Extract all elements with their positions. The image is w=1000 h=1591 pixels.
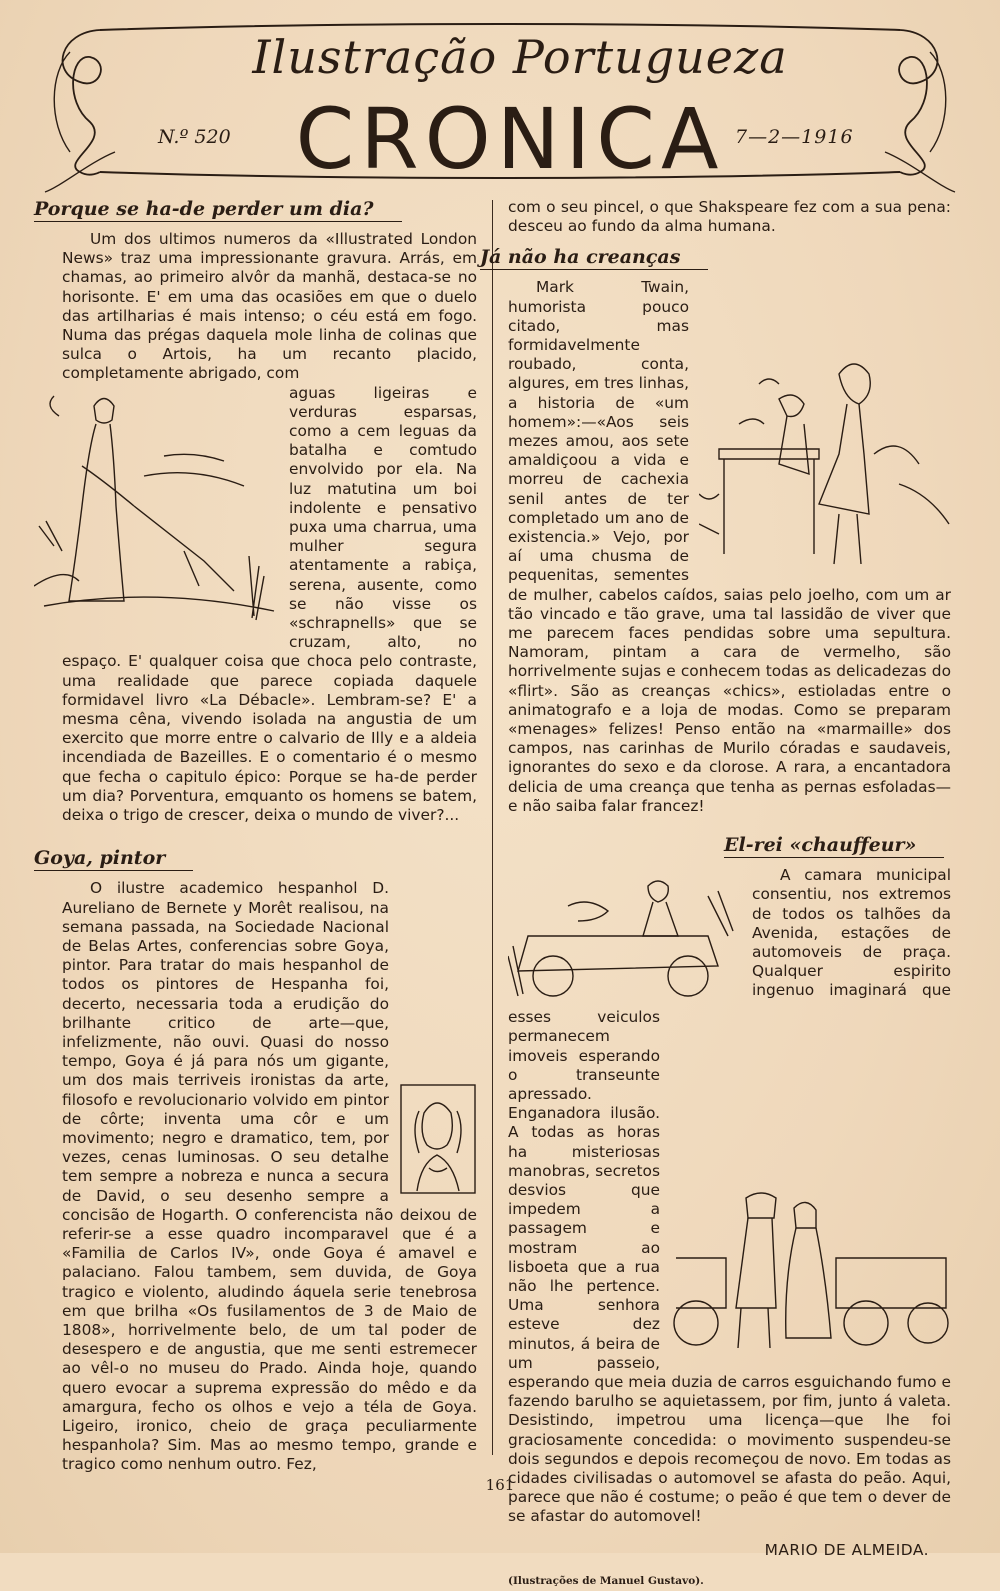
publication-title: Ilustração Portugueza	[252, 30, 788, 84]
masthead	[40, 12, 960, 202]
article-heading-criancas: Já não ha creanças	[480, 246, 708, 270]
article-heading-chauffeur: El-rei «chauffeur»	[724, 834, 944, 858]
goya-portrait-illustration-icon	[399, 1083, 477, 1195]
left-column	[34, 198, 477, 1475]
section-title: CRONICA	[295, 90, 725, 188]
lady-car-illustration-icon	[666, 1188, 951, 1358]
article-heading-goya: Goya, pintor	[34, 847, 193, 871]
chauffeur-car-illustration-icon	[508, 876, 738, 1006]
article-paragraph: Um dos ultimos numeros da «Illustrated London News» traz uma impressionante gravura. Arrás, em chamas, ao primeiro alvôr da manhã, destaca-se no horisonte. E' em uma das ocasiões em que o duelo das artilharias é mais intenso; o céu está em fogo. Numa das prégas daquela mole linha de colinas que sulca o Artois, ha um recanto placido, completamente abrigado, com	[62, 230, 477, 383]
page-number: 161	[485, 1476, 515, 1494]
illustration-credits: (Ilustrações de Manuel Gustavo).	[508, 1574, 704, 1587]
article-paragraph: com o seu pincel, o que Shakspeare fez com a sua pena: desceu ao fundo da alma humana.	[508, 198, 951, 236]
issue-date: 7—2—1916	[735, 126, 854, 148]
article-heading-porque: Porque se ha-de perder um dia?	[34, 198, 402, 222]
children-desk-illustration-icon	[699, 354, 959, 576]
article-paragraph: Mark Twain, humorista pouco citado, mas formidavelmente roubado, conta, algures, em tres linhas, a historia de «um homem»:—«Aos seis mezes amou, aos sete amaldiçoou a vida e morreu de cachexia senil antes de ter completado um ano de existencia.» Vejo, por aí uma chusma de pequenitas, sementes de mulher, cabelos caídos, saias pelo joelho, com um ar tão vincado e tão grave, uma tal lassidão de viver que me parecem faces pendidas sobre uma sepultura. Namoram, pintam a cara de vermelho, são horrivelmente sujas e conhecem todas as delicadezas do «flirt». São as creanças «chics», estioladas entre o animatografo e a loja de modas. Como se preparam «menages» felizes! Penso então na «marmaille» dos campos, nas carinhas de Murilo córadas e saudaveis, ignorantes do sexo e da clorose. A rara, a encantadora delicia de uma creança que tenha as pernas esfoladas—e não saiba falar francez!	[508, 278, 951, 815]
author-signature: MARIO DE ALMEIDA.	[764, 1540, 929, 1559]
article-paragraph: O ilustre academico hespanhol D. Aureliano de Bernete y Morêt realisou, na semana passada, na Sociedade Nacional de Belas Artes, conferencias sobre Goya, pintor. Para tratar do mais hespanhol de todos os pintores de Hespanha foi, decerto, necessaria toda a erudição do brilhante critico de arte—que, infelizmente, não ouvi. Quasi do nosso tempo, Goya é já para nós um gigante, um dos mais terriveis ironistas da arte, filosofo e revolucionario volvido em pintor de côrte; inventa uma côr e um movimento; negro e dramatico, tem, por vezes, cenas luminosas. O seu detalhe tem sempre a nobreza e nunca a secura de David, o seu desenho sempre a concisão de Hogarth. O conferencista não deixou de referir-se a esse quadro incomparavel que é a «Familia de Carlos IV», onde Goya é amavel e palaciano. Falou tambem, sem duvida, de Goya tragico e violento, aludindo áquela serie tenebrosa em que brilha «Os fusilamentos de 3 de Maio de 1808», horrivelmente belo, de um tal poder de desespero e de angustia, que me senti estremecer ao vêl-o no museu do Prado. Ainda hoje, quando quero evocar a suprema expressão do mêdo e da amargura, fecho os olhos e vejo a téla de Goya. Ligeiro, ironico, cheio de graça peculiarmente hespanhola? Sim. Mas ao mesmo tempo, grande e tragico como nenhum outro. Fez,	[62, 879, 477, 1474]
article-paragraph: aguas ligeiras e verduras esparsas, como a cem leguas da batalha e comtudo envolvido por ela. Na luz matutina um boi indolente e pensativo puxa uma charrua, uma mulher segura atentamente a rabiça, serena, ausente, como se não visse os «schrapnells» que se cruzam, alto, no espaço. E' qualquer coisa que choca pelo contraste, uma realidade que parece copiada daquele formidavel livro «La Débacle». Lembram-se? E' a mesma cêna, vivendo isolada na angustia de um exercito que morre entre o calvario de Illy e a aldeia incendiada de Bazeilles. E o comentario é o mesmo que fecha o capitulo épico: Porque se ha-de perder um dia? Porventura, emquanto os homens se batem, deixa o trigo de crescer, deixa o mundo de viver?...	[62, 383, 477, 825]
column-divider	[492, 200, 493, 1455]
article-paragraph: A camara municipal consentiu, nos extremos de todos os talhões da Avenida, estações de automoveis de praça. Qualquer espirito ingenuo imaginará que esses veiculos permanecem imoveis esperando o transeunte apressado. Enganadora ilusão. A todas as horas ha misteriosas manobras, secretos desvios que impedem a passagem e mostram ao lisboeta que a rua não lhe pertence. Uma senhora esteve dez minutos, á beira de um passeio, esperando que meia duzia de carros esguichando fumo e fazendo barulho se aquietassem, por fim, junto á valeta. Desistindo, impetrou uma licença—que lhe foi graciosamente concedida: o movimento suspendeu-se dois segundos e depois recomeçou de novo. Em todas as cidades civilisadas o automovel se afasta do peão. Aqui, parece que não é costume; o peão é que tem o dever de se afastar do automovel!	[508, 866, 951, 1526]
woman-plough-illustration-icon	[34, 386, 279, 636]
issue-number: N.º 520	[158, 126, 231, 148]
